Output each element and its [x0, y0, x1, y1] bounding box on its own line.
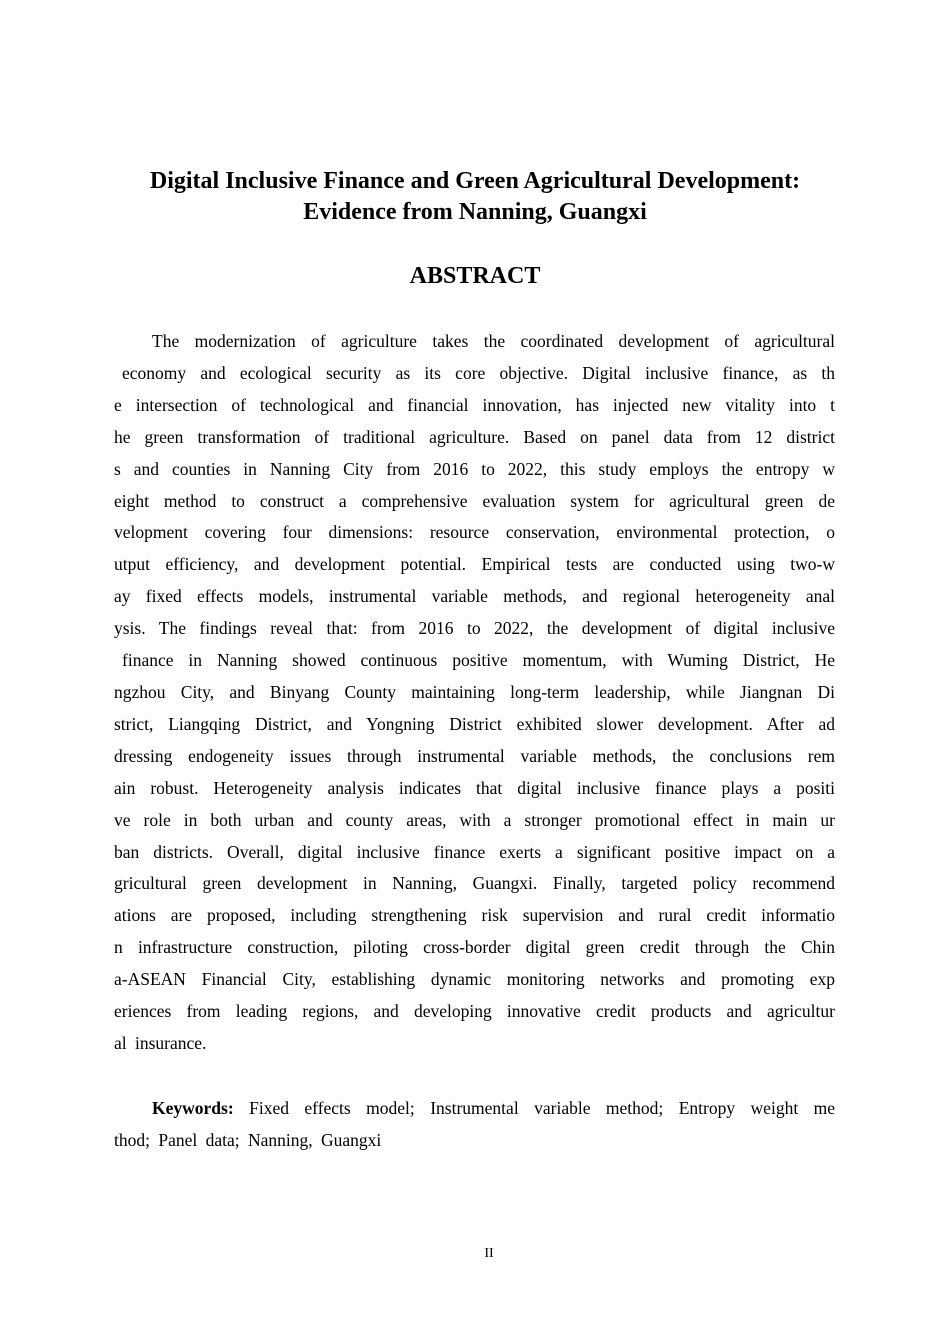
abstract-line: eriences from leading regions, and developing innovative credit products and agricultur — [114, 1001, 835, 1022]
abstract-line: e intersection of technological and financial innovation, has injected new vitality into t — [114, 394, 835, 415]
abstract-line: ban districts. Overall, digital inclusive finance exerts a significant positive impact on a — [114, 841, 835, 862]
keywords-label: Keywords: — [152, 1098, 234, 1118]
title-line-1: Digital Inclusive Finance and Green Agricultural Development: — [149, 168, 801, 194]
abstract-line: ay fixed effects models, instrumental variable methods, and regional heterogeneity anal — [114, 586, 835, 607]
abstract-line: n infrastructure construction, piloting cross-border digital green credit through the Chin — [114, 937, 835, 958]
abstract-line: he green transformation of traditional agriculture. Based on panel data from 12 district — [114, 426, 835, 447]
abstract-line: utput efficiency, and development potential. Empirical tests are conducted using two-w — [114, 554, 835, 575]
abstract-line: gricultural green development in Nanning, Guangxi. Finally, targeted policy recommend — [114, 873, 835, 894]
abstract-line: ations are proposed, including strengthening risk supervision and rural credit informatio — [114, 905, 835, 926]
keywords-block — [114, 1092, 835, 1156]
abstract-body — [114, 326, 835, 1060]
abstract-line: strict, Liangqing District, and Yongning District exhibited slower development. After ad — [114, 713, 835, 734]
abstract-line: a-ASEAN Financial City, establishing dynamic monitoring networks and promoting exp — [114, 969, 835, 990]
abstract-line: velopment covering four dimensions: resource conservation, environmental protection, o — [114, 522, 835, 543]
keywords-text-1: Fixed effects model; Instrumental variable method; Entropy weight me — [249, 1098, 836, 1118]
abstract-line: The modernization of agriculture takes the coordinated development of agricultural — [152, 331, 835, 351]
title-line-2: Evidence from Nanning, Guangxi — [303, 199, 647, 225]
abstract-line: ain robust. Heterogeneity analysis indicates that digital inclusive finance plays a positi — [114, 777, 835, 798]
abstract-line: ve role in both urban and county areas, with a stronger promotional effect in main ur — [114, 809, 835, 830]
abstract-line: finance in Nanning showed continuous positive momentum, with Wuming District, He — [122, 650, 835, 671]
abstract-line: ysis. The findings reveal that: from 2016 to 2022, the development of digital inclusive — [114, 618, 835, 639]
abstract-line: s and counties in Nanning City from 2016 to 2022, this study employs the entropy w — [114, 458, 835, 479]
abstract-line: al insurance. — [114, 1032, 207, 1053]
abstract-line: eight method to construct a comprehensive evaluation system for agricultural green de — [114, 490, 835, 511]
abstract-line: economy and ecological security as its core objective. Digital inclusive finance, as th — [122, 362, 835, 383]
keywords-line-2: thod; Panel data; Nanning, Guangxi — [114, 1130, 382, 1150]
page-number: II — [484, 1246, 494, 1261]
abstract-heading: ABSTRACT — [409, 263, 541, 289]
keywords-line-1 — [114, 1092, 835, 1124]
abstract-line: ngzhou City, and Binyang County maintaining long-term leadership, while Jiangnan Di — [114, 681, 835, 702]
abstract-line: dressing endogeneity issues through instrumental variable methods, the conclusions rem — [114, 745, 835, 766]
paper-title — [0, 166, 950, 228]
